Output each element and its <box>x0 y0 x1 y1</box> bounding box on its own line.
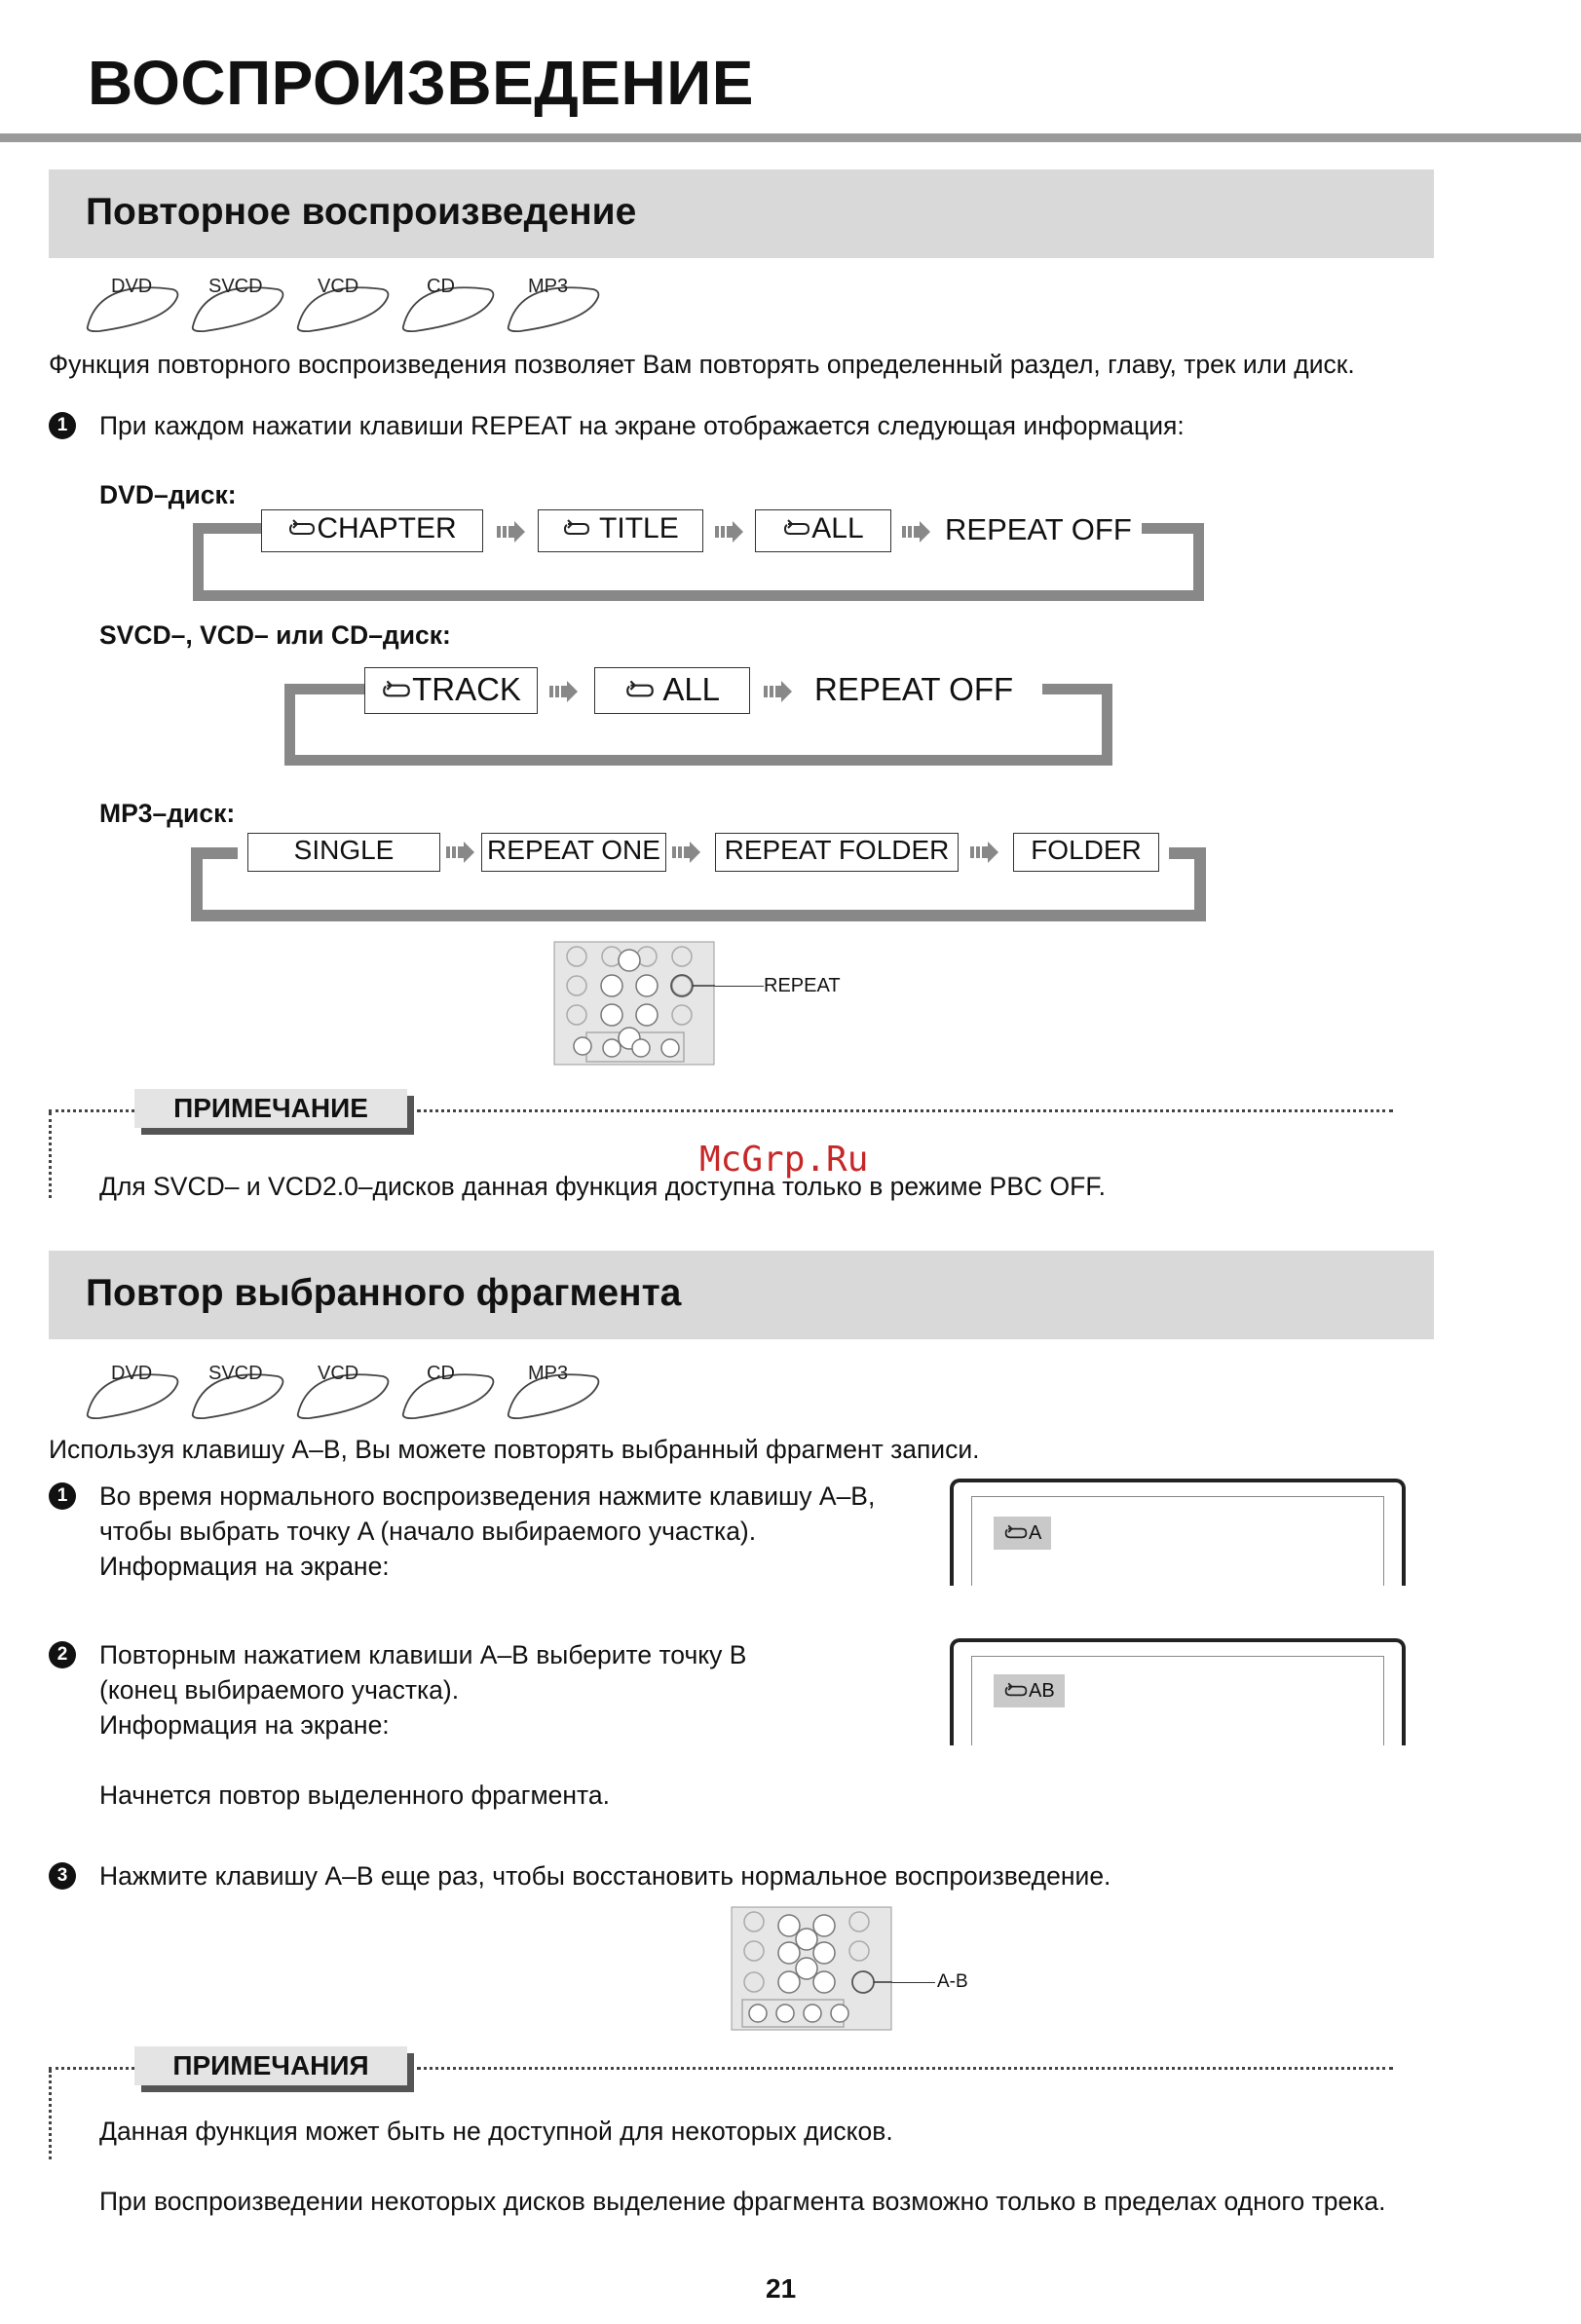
repeat-icon <box>624 680 656 701</box>
watermark: McGrp.Ru <box>699 1140 869 1180</box>
disc-label-mp3-2: MP3 <box>528 1363 569 1384</box>
screen-a-label <box>994 1517 1051 1550</box>
flow-box-all-svcd-label: ALL <box>662 671 721 707</box>
remote-callout-ab: A-B <box>937 1971 968 1992</box>
remote-callout-repeat: REPEAT <box>764 975 841 996</box>
step-bullet-2: 2 <box>49 1641 76 1668</box>
disc-icon-cd <box>403 1363 494 1418</box>
flow-box-track <box>364 667 538 714</box>
repeat-icon <box>287 519 317 539</box>
mp3-label: MP3–диск: <box>99 799 236 828</box>
flow-arrow-icon <box>970 842 999 863</box>
disc-icon-svcd <box>193 276 283 331</box>
flow-box-repeat-one: REPEAT ONE <box>481 833 666 872</box>
flow-box-all <box>755 509 891 552</box>
title-rule <box>0 133 1581 142</box>
ab-step-3: Нажмите клавишу A–B еще раз, чтобы восстановить нормальное воспроизведение. <box>99 1861 1111 1891</box>
flow-repeat-off-dvd: REPEAT OFF <box>945 512 1138 547</box>
ab-step-1-line2: чтобы выбрать точку A (начало выбираемого участка). <box>99 1517 757 1546</box>
flow-arrow-icon <box>764 681 793 702</box>
flow-arrow-icon <box>497 521 526 543</box>
repeat-intro: Функция повторного воспроизведения позволяет Вам повторять определенный раздел, главу, трек или диск. <box>49 350 1355 379</box>
page-title: ВОСПРОИЗВЕДЕНИЕ <box>88 48 754 118</box>
disc-label-dvd-2: DVD <box>111 1363 153 1384</box>
note-text-2a: Данная функция может быть не доступной для некоторых дисков. <box>99 2117 893 2146</box>
repeat-step-1: При каждом нажатии клавиши REPEAT на экране отображается следующая информация: <box>99 411 1185 440</box>
repeat-icon <box>562 519 591 539</box>
disc-icon-mp3 <box>508 1363 599 1418</box>
step-bullet-1: 1 <box>49 412 76 439</box>
page-number: 21 <box>766 2273 797 2304</box>
screen-ab-label <box>994 1674 1065 1707</box>
screen-a-text: A <box>1029 1522 1042 1544</box>
disc-icon-dvd <box>88 276 178 331</box>
flow-box-track-label: TRACK <box>412 671 521 707</box>
remote-icon <box>731 1906 892 2031</box>
disc-label-svcd-2: SVCD <box>208 1363 263 1384</box>
note-tag-1: ПРИМЕЧАНИЕ <box>134 1089 407 1128</box>
disc-label-mp3: MP3 <box>528 276 569 297</box>
section-title-ab: Повтор выбранного фрагмента <box>86 1272 682 1314</box>
disc-icon-mp3 <box>508 276 599 331</box>
disc-type-icons-1 <box>80 268 625 336</box>
disc-icon-vcd <box>298 276 389 331</box>
disc-label-cd: CD <box>427 276 455 297</box>
flow-box-all-label: ALL <box>811 512 864 544</box>
flow-box-title-label: TITLE <box>599 512 679 544</box>
ab-step-1-line3: Информация на экране: <box>99 1552 390 1581</box>
ab-intro: Используя клавишу A–B, Вы можете повторять выбранный фрагмент записи. <box>49 1435 980 1464</box>
dvd-label: DVD–диск: <box>99 480 237 509</box>
repeat-icon <box>381 680 412 701</box>
flow-box-all-svcd <box>594 667 750 714</box>
flow-arrow-icon <box>715 521 744 543</box>
flow-box-single: SINGLE <box>247 833 440 872</box>
flow-box-chapter-label: CHAPTER <box>317 512 457 544</box>
screen-ab-text: AB <box>1029 1680 1055 1702</box>
note-text-1: Для SVCD– и VCD2.0–дисков данная функция доступна только в режиме PBC OFF. <box>99 1172 1106 1201</box>
disc-label-cd-2: CD <box>427 1363 455 1384</box>
disc-icon-cd <box>403 276 494 331</box>
disc-label-dvd: DVD <box>111 276 153 297</box>
repeat-icon <box>1003 1524 1029 1542</box>
disc-icon-dvd <box>88 1363 178 1418</box>
ab-step-2-line1: Повторным нажатием клавиши A–B выберите точку B <box>99 1640 747 1669</box>
disc-icon-vcd <box>298 1363 389 1418</box>
flow-box-folder: FOLDER <box>1013 833 1159 872</box>
repeat-icon <box>1003 1682 1029 1700</box>
flow-box-chapter <box>261 509 483 552</box>
repeat-icon <box>782 519 811 539</box>
step-bullet-1b: 1 <box>49 1482 76 1510</box>
disc-label-vcd: VCD <box>318 276 359 297</box>
ab-step-2-after: Начнется повтор выделенного фрагмента. <box>99 1780 610 1810</box>
flow-arrow-icon <box>902 521 931 543</box>
remote-icon <box>553 941 715 1066</box>
disc-icon-svcd <box>193 1363 283 1418</box>
ab-step-2-line3: Информация на экране: <box>99 1710 390 1740</box>
note-text-2b: При воспроизведении некоторых дисков выделение фрагмента возможно только в пределах одного трека. <box>99 2187 1386 2216</box>
step-bullet-3: 3 <box>49 1862 76 1890</box>
flow-arrow-icon <box>672 842 701 863</box>
flow-arrow-icon <box>446 842 475 863</box>
ab-step-1-line1: Во время нормального воспроизведения нажмите клавишу A–B, <box>99 1481 876 1511</box>
ab-step-2-line2: (конец выбираемого участка). <box>99 1675 460 1705</box>
flow-repeat-off-svcd: REPEAT OFF <box>814 671 1019 708</box>
note-tag-2: ПРИМЕЧАНИЯ <box>134 2046 407 2085</box>
svcd-label: SVCD–, VCD– или CD–диск: <box>99 620 451 650</box>
disc-label-vcd-2: VCD <box>318 1363 359 1384</box>
flow-box-title <box>538 509 703 552</box>
flow-arrow-icon <box>549 681 579 702</box>
section-title-repeat: Повторное воспроизведение <box>86 191 637 233</box>
disc-type-icons-2 <box>80 1355 625 1423</box>
disc-label-svcd: SVCD <box>208 276 263 297</box>
flow-box-repeat-folder: REPEAT FOLDER <box>715 833 959 872</box>
